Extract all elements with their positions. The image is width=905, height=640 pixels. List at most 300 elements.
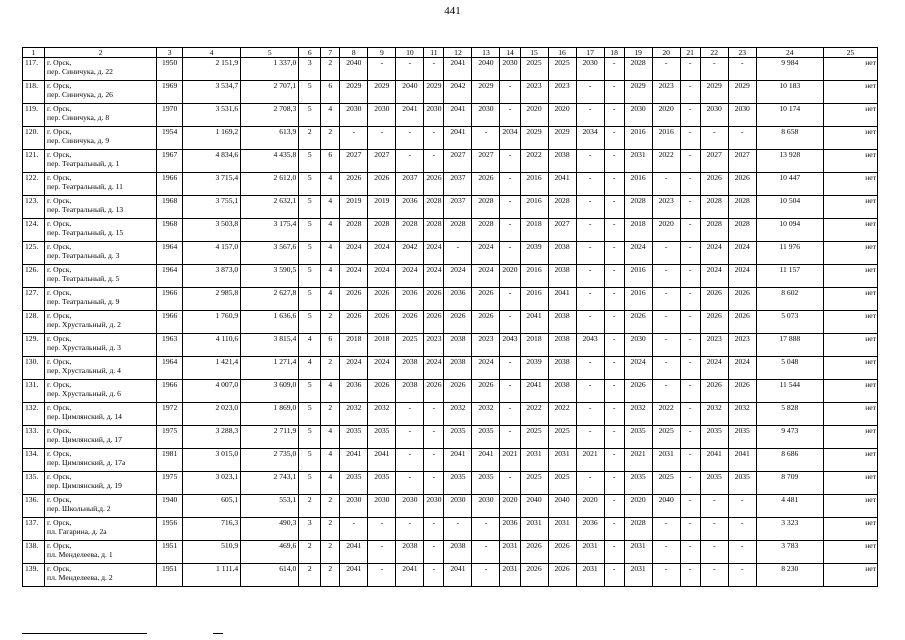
table-cell: - (604, 403, 624, 426)
table-cell: - (680, 334, 700, 357)
table-cell: - (604, 472, 624, 495)
table-cell: - (652, 288, 680, 311)
table-cell: - (680, 173, 700, 196)
table-cell: 2022 (520, 150, 548, 173)
column-number-header: 7 (321, 48, 340, 58)
table-cell: 2028 (728, 219, 756, 242)
table-cell: 2020 (652, 104, 680, 127)
table-cell: - (680, 380, 700, 403)
table-cell: 3 783 (756, 541, 823, 564)
column-number-header: 17 (576, 48, 604, 58)
table-cell: 2 708,3 (241, 104, 299, 127)
table-cell: 2022 (548, 403, 576, 426)
table-cell: 4 (321, 288, 340, 311)
table-cell: - (576, 196, 604, 219)
table-cell: 2031 (576, 564, 604, 587)
column-number-header: 2 (45, 48, 157, 58)
table-cell: - (652, 518, 680, 541)
table-cell: 2029 (424, 81, 444, 104)
address-cell (45, 426, 157, 449)
table-cell: 3 609,0 (241, 380, 299, 403)
table-cell: 2027 (340, 150, 368, 173)
table-cell: 2041 (444, 564, 472, 587)
table-cell: 2031 (576, 541, 604, 564)
row-number: 117. (23, 58, 45, 81)
table-cell: 2025 (396, 334, 424, 357)
address-street: пер. Хрустальный, д. 6 (47, 389, 121, 398)
table-cell: 4 (321, 196, 340, 219)
table-cell: - (652, 541, 680, 564)
table-cell: 2027 (472, 150, 500, 173)
table-cell: 2026 (728, 173, 756, 196)
table-cell: 510,9 (183, 541, 241, 564)
table-cell: - (500, 311, 520, 334)
table-cell: 2022 (652, 150, 680, 173)
table-cell: 2 (299, 127, 321, 150)
table-cell: 2 023,0 (183, 403, 241, 426)
table-row (23, 219, 878, 242)
table-cell: 1968 (157, 219, 183, 242)
table-cell: 2030 (368, 495, 396, 518)
table-cell: 3 (299, 518, 321, 541)
address-cell (45, 127, 157, 150)
table-cell: - (368, 564, 396, 587)
table-cell: - (500, 242, 520, 265)
table-cell: 2029 (368, 81, 396, 104)
table-cell: 5 (299, 219, 321, 242)
table-cell: 1975 (157, 472, 183, 495)
table-cell: - (604, 196, 624, 219)
table-cell: нет (823, 127, 877, 150)
table-cell: 2038 (548, 150, 576, 173)
table-cell: 2041 (444, 449, 472, 472)
table-cell: 2035 (368, 472, 396, 495)
table-cell: - (652, 58, 680, 81)
table-cell: 2026 (424, 173, 444, 196)
column-number-header: 13 (472, 48, 500, 58)
table-cell: 2031 (624, 541, 652, 564)
table-cell: - (680, 196, 700, 219)
table-cell: 1 169,2 (183, 127, 241, 150)
row-number: 128. (23, 311, 45, 334)
table-cell: 8 230 (756, 564, 823, 587)
address-street: пер. Театральный, д. 5 (47, 274, 120, 283)
address-city: г. Орск, (47, 541, 72, 550)
address-street: пер. Цимлянский, д. 17 (47, 435, 122, 444)
table-cell: - (500, 288, 520, 311)
table-cell: 2 (299, 564, 321, 587)
table-cell: - (680, 242, 700, 265)
table-cell: 1956 (157, 518, 183, 541)
table-cell: 2032 (340, 403, 368, 426)
table-cell: - (604, 334, 624, 357)
table-cell: 3 323 (756, 518, 823, 541)
address-cell (45, 403, 157, 426)
table-cell: 2026 (424, 380, 444, 403)
table-cell: 2038 (396, 357, 424, 380)
table-cell: 2 612,0 (241, 173, 299, 196)
table-cell: 2038 (548, 357, 576, 380)
table-cell: 2038 (396, 380, 424, 403)
table-cell: - (576, 173, 604, 196)
table-cell: 5 048 (756, 357, 823, 380)
table-cell: 2043 (500, 334, 520, 357)
table-cell: 9 473 (756, 426, 823, 449)
table-cell: 2018 (368, 334, 396, 357)
table-cell: 2031 (500, 541, 520, 564)
table-cell: 2 (321, 541, 340, 564)
table-cell: - (680, 81, 700, 104)
table-cell: 2023 (548, 81, 576, 104)
table-cell: 2030 (624, 104, 652, 127)
address-city: г. Орск, (47, 150, 72, 159)
table-cell: 2025 (548, 426, 576, 449)
table-cell: 2026 (396, 311, 424, 334)
table-cell: 2 (321, 357, 340, 380)
table-cell: 2 (299, 541, 321, 564)
table-cell: 2028 (340, 219, 368, 242)
table-cell: - (652, 564, 680, 587)
table-cell: 5 (299, 242, 321, 265)
table-cell: 2034 (576, 127, 604, 150)
table-cell: 4 (321, 242, 340, 265)
address-street: пер. Школьный,д. 2 (47, 504, 111, 513)
table-cell: 2041 (340, 564, 368, 587)
table-cell: 10 094 (756, 219, 823, 242)
table-cell: 2024 (728, 357, 756, 380)
table-cell: 2024 (700, 242, 728, 265)
table-cell: 2043 (576, 334, 604, 357)
table-cell: 8 602 (756, 288, 823, 311)
table-cell: 2024 (472, 242, 500, 265)
column-number-header: 4 (183, 48, 241, 58)
table-cell: 2030 (728, 104, 756, 127)
table-cell: 2035 (340, 472, 368, 495)
table-row (23, 541, 878, 564)
row-number: 133. (23, 426, 45, 449)
column-number-header: 10 (396, 48, 424, 58)
table-cell: 2030 (700, 104, 728, 127)
address-street: пер. Синичука, д. 22 (47, 67, 113, 76)
table-cell: 2042 (396, 242, 424, 265)
table-cell: 2016 (624, 288, 652, 311)
row-number: 137. (23, 518, 45, 541)
table-cell: 2041 (396, 104, 424, 127)
table-cell: 2026 (472, 311, 500, 334)
table-cell: - (604, 518, 624, 541)
table-cell: - (680, 518, 700, 541)
table-row (23, 311, 878, 334)
table-cell: 2 (321, 564, 340, 587)
table-cell: 4 (321, 449, 340, 472)
table-cell: 2016 (520, 265, 548, 288)
column-number-header: 22 (700, 48, 728, 58)
table-row (23, 495, 878, 518)
table-cell: нет (823, 403, 877, 426)
table-cell: - (652, 173, 680, 196)
table-cell: - (424, 564, 444, 587)
address-city: г. Орск, (47, 334, 72, 343)
table-cell: 2041 (700, 449, 728, 472)
table-cell: - (680, 288, 700, 311)
table-cell: 2032 (472, 403, 500, 426)
table-cell: - (680, 357, 700, 380)
table-cell: - (700, 58, 728, 81)
table-cell: 2039 (520, 242, 548, 265)
table-row (23, 449, 878, 472)
table-cell: нет (823, 242, 877, 265)
table-cell: 2027 (444, 150, 472, 173)
table-cell: 2024 (368, 242, 396, 265)
table-cell: 2025 (520, 426, 548, 449)
table-cell: 5 (299, 150, 321, 173)
address-city: г. Орск, (47, 518, 72, 527)
address-cell (45, 541, 157, 564)
table-cell: 2031 (548, 518, 576, 541)
table-cell: 2029 (340, 81, 368, 104)
address-street: пер. Синичука, д. 26 (47, 90, 113, 99)
address-city: г. Орск, (47, 495, 72, 504)
table-cell: - (700, 495, 728, 518)
table-cell: нет (823, 357, 877, 380)
data-table (22, 47, 878, 587)
address-cell (45, 265, 157, 288)
table-cell: 2031 (624, 564, 652, 587)
table-cell: 2024 (444, 265, 472, 288)
table-cell: - (700, 127, 728, 150)
table-cell: 2032 (728, 403, 756, 426)
table-cell: 2025 (548, 472, 576, 495)
address-city: г. Орск, (47, 449, 72, 458)
table-cell: 2034 (500, 127, 520, 150)
table-cell: 2023 (652, 196, 680, 219)
table-cell: 10 183 (756, 81, 823, 104)
table-cell: 2030 (340, 495, 368, 518)
table-cell: 1966 (157, 173, 183, 196)
address-street: пер. Цимлянский, д. 17а (47, 458, 126, 467)
table-cell: - (576, 472, 604, 495)
table-cell: 2030 (368, 104, 396, 127)
table-row (23, 357, 878, 380)
footer-rule (22, 633, 147, 634)
table-cell: 2026 (700, 380, 728, 403)
table-cell: нет (823, 472, 877, 495)
address-city: г. Орск, (47, 219, 72, 228)
row-number: 136. (23, 495, 45, 518)
footer-rule-short (213, 633, 223, 634)
table-cell: - (500, 426, 520, 449)
table-cell: 2036 (576, 518, 604, 541)
table-cell: - (604, 426, 624, 449)
table-cell: - (368, 127, 396, 150)
table-cell: 1 337,0 (241, 58, 299, 81)
table-cell: 2040 (520, 495, 548, 518)
table-cell: 2026 (340, 288, 368, 311)
column-number-header: 6 (299, 48, 321, 58)
table-cell: нет (823, 380, 877, 403)
table-cell: 2 735,0 (241, 449, 299, 472)
table-cell: 5 (299, 449, 321, 472)
table-cell: 1969 (157, 81, 183, 104)
table-cell: 5 (299, 81, 321, 104)
table-cell: 553,1 (241, 495, 299, 518)
table-cell: 2016 (520, 196, 548, 219)
address-cell (45, 518, 157, 541)
table-cell: 5 (299, 196, 321, 219)
table-cell: 2041 (340, 541, 368, 564)
table-cell: 1966 (157, 380, 183, 403)
table-cell: - (472, 541, 500, 564)
table-cell: 2031 (520, 518, 548, 541)
address-street: пл. Менделеева, д. 2 (47, 573, 113, 582)
table-row (23, 564, 878, 587)
address-city: г. Орск, (47, 196, 72, 205)
table-cell: - (680, 564, 700, 587)
table-row (23, 288, 878, 311)
table-row (23, 150, 878, 173)
table-cell: 469,6 (241, 541, 299, 564)
table-cell: 2038 (548, 311, 576, 334)
table-cell: 2026 (368, 380, 396, 403)
column-number-header: 20 (652, 48, 680, 58)
table-cell: 2 151,9 (183, 58, 241, 81)
table-cell: 4 157,0 (183, 242, 241, 265)
table-cell: 2023 (700, 334, 728, 357)
table-cell: 2018 (520, 219, 548, 242)
table-cell: 2026 (728, 380, 756, 403)
row-number: 131. (23, 380, 45, 403)
table-cell: - (472, 564, 500, 587)
address-city: г. Орск, (47, 380, 72, 389)
table-cell: 2021 (624, 449, 652, 472)
row-number: 118. (23, 81, 45, 104)
table-cell: 4 (321, 426, 340, 449)
row-number: 129. (23, 334, 45, 357)
table-cell: 2038 (396, 541, 424, 564)
table-cell: 2035 (472, 426, 500, 449)
table-cell: 2026 (700, 173, 728, 196)
table-cell: 1966 (157, 288, 183, 311)
table-cell: 2024 (728, 265, 756, 288)
table-cell: 2 985,8 (183, 288, 241, 311)
table-cell: 1964 (157, 265, 183, 288)
table-cell: нет (823, 334, 877, 357)
table-cell: 2026 (700, 311, 728, 334)
table-cell: 1951 (157, 564, 183, 587)
address-street: пер. Цимлянский, д. 19 (47, 481, 122, 490)
table-cell: 10 447 (756, 173, 823, 196)
table-cell: 17 888 (756, 334, 823, 357)
row-number: 124. (23, 219, 45, 242)
table-cell: 2026 (624, 311, 652, 334)
table-cell: 2040 (472, 58, 500, 81)
table-cell: - (728, 127, 756, 150)
table-cell: 2023 (652, 81, 680, 104)
table-cell: 2024 (368, 357, 396, 380)
table-cell: нет (823, 449, 877, 472)
table-cell: 2026 (728, 311, 756, 334)
table-cell: 2036 (396, 196, 424, 219)
table-cell: 8 686 (756, 449, 823, 472)
table-cell: 2021 (500, 449, 520, 472)
address-cell (45, 58, 157, 81)
table-cell: 2041 (472, 449, 500, 472)
table-cell: 2030 (340, 104, 368, 127)
table-cell: - (396, 403, 424, 426)
table-cell: 2016 (624, 265, 652, 288)
table-cell: 4 (299, 334, 321, 357)
table-cell: 2036 (444, 288, 472, 311)
table-cell: - (368, 541, 396, 564)
table-cell: 2038 (444, 334, 472, 357)
table-cell: 2 711,9 (241, 426, 299, 449)
table-cell: нет (823, 564, 877, 587)
table-cell: 2028 (472, 219, 500, 242)
address-city: г. Орск, (47, 58, 72, 67)
table-cell: - (424, 518, 444, 541)
column-number-header: 11 (424, 48, 444, 58)
table-cell: 2041 (340, 449, 368, 472)
table-cell: - (680, 311, 700, 334)
table-cell: 2 707,1 (241, 81, 299, 104)
table-cell: 2016 (624, 127, 652, 150)
table-cell: - (604, 219, 624, 242)
table-cell: 3 534,7 (183, 81, 241, 104)
table-cell: - (424, 426, 444, 449)
table-cell: 2026 (472, 380, 500, 403)
table-cell: 1 869,0 (241, 403, 299, 426)
table-cell: нет (823, 288, 877, 311)
table-cell: 2028 (728, 196, 756, 219)
row-number: 134. (23, 449, 45, 472)
table-cell: 2031 (624, 150, 652, 173)
table-cell: 2041 (728, 449, 756, 472)
table-cell: 5 (299, 288, 321, 311)
table-cell: - (728, 564, 756, 587)
table-cell: 2024 (624, 242, 652, 265)
table-cell: - (396, 449, 424, 472)
row-number: 127. (23, 288, 45, 311)
table-cell: - (576, 403, 604, 426)
table-cell: 5 073 (756, 311, 823, 334)
table-cell: 2024 (700, 357, 728, 380)
table-cell: 5 (299, 265, 321, 288)
address-cell (45, 242, 157, 265)
table-cell: 716,3 (183, 518, 241, 541)
table-cell: 1 636,6 (241, 311, 299, 334)
table-cell: 2038 (548, 334, 576, 357)
table-cell: 2038 (548, 242, 576, 265)
row-number: 139. (23, 564, 45, 587)
address-cell (45, 196, 157, 219)
table-cell: 2024 (340, 357, 368, 380)
address-city: г. Орск, (47, 357, 72, 366)
table-cell: 2026 (368, 288, 396, 311)
table-cell: 2026 (548, 541, 576, 564)
table-cell: 490,3 (241, 518, 299, 541)
table-cell: 4 (299, 357, 321, 380)
address-city: г. Орск, (47, 265, 72, 274)
table-cell: 2035 (624, 426, 652, 449)
table-cell: 4 (321, 265, 340, 288)
table-cell: - (576, 219, 604, 242)
table-cell: - (576, 104, 604, 127)
table-cell: 2041 (444, 104, 472, 127)
table-cell: 2020 (520, 104, 548, 127)
table-cell: 2024 (340, 242, 368, 265)
table-cell: нет (823, 265, 877, 288)
table-cell: нет (823, 150, 877, 173)
